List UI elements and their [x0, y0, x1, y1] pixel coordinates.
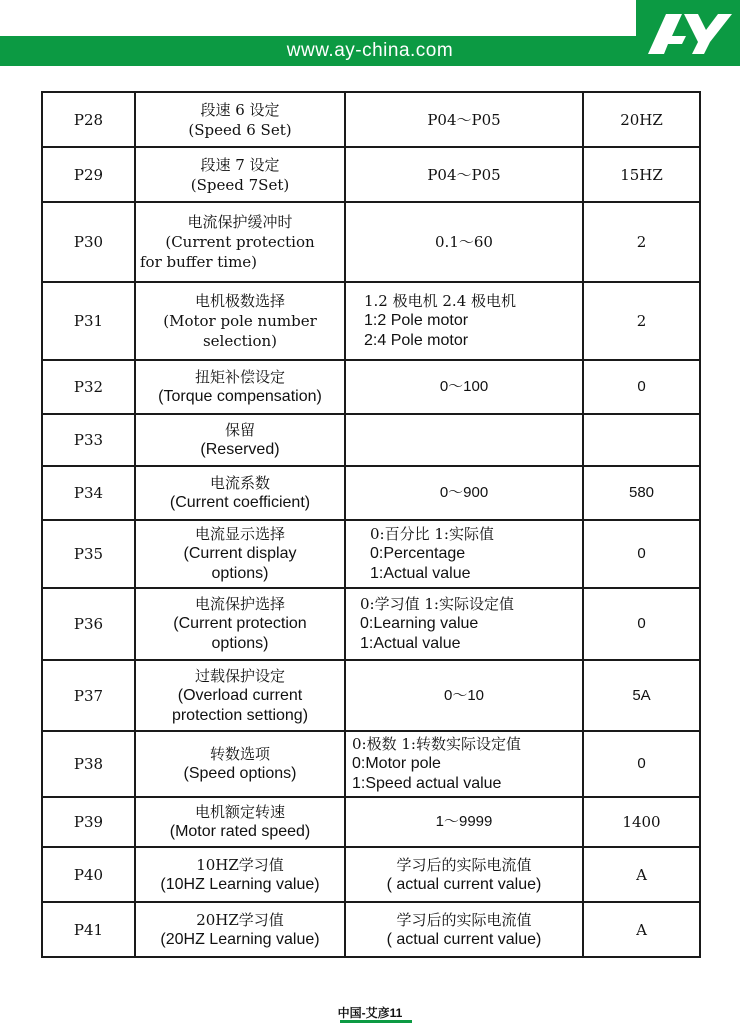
- param-name: 保留 (Reserved): [135, 414, 345, 466]
- param-name: 电流显示选择 (Current display options): [135, 520, 345, 588]
- param-code: P29: [42, 147, 135, 202]
- param-code: P38: [42, 731, 135, 797]
- param-name: 电机极数选择 (Motor pole number selection): [135, 282, 345, 360]
- param-code: P39: [42, 797, 135, 847]
- table-row: [42, 282, 700, 360]
- param-code: P41: [42, 902, 135, 957]
- param-code: P40: [42, 847, 135, 902]
- param-default: 580: [583, 466, 700, 520]
- param-name: 10HZ学习值 (10HZ Learning value): [135, 847, 345, 902]
- param-range: 0:极数 1:转数实际设定值 0:Motor pole 1:Speed actual value: [345, 731, 583, 797]
- param-range: P04～P05: [345, 147, 583, 202]
- param-code: P28: [42, 92, 135, 147]
- param-range: 0～100: [345, 360, 583, 414]
- param-default: 0: [583, 360, 700, 414]
- table-row: [42, 902, 700, 957]
- param-code: P31: [42, 282, 135, 360]
- param-range: 1.2 极电机 2.4 极电机 1:2 Pole motor 2:4 Pole motor: [345, 282, 583, 360]
- param-default: 20HZ: [583, 92, 700, 147]
- param-default: 2: [583, 282, 700, 360]
- param-code: P33: [42, 414, 135, 466]
- param-default: [583, 414, 700, 466]
- param-code: P36: [42, 588, 135, 660]
- param-range: 0:百分比 1:实际值 0:Percentage 1:Actual value: [345, 520, 583, 588]
- table-row: [42, 731, 700, 797]
- param-name: 电机额定转速 (Motor rated speed): [135, 797, 345, 847]
- param-default: 1400: [583, 797, 700, 847]
- table-row: [42, 797, 700, 847]
- param-range: 0:学习值 1:实际设定值 0:Learning value 1:Actual value: [345, 588, 583, 660]
- table-row: [42, 660, 700, 731]
- param-default: 15HZ: [583, 147, 700, 202]
- param-range: 0～10: [345, 660, 583, 731]
- param-range: 学习后的实际电流值 ( actual current value): [345, 902, 583, 957]
- parameter-table: [41, 91, 701, 958]
- param-name: 20HZ学习值 (20HZ Learning value): [135, 902, 345, 957]
- param-name: 段速 6 设定 (Speed 6 Set): [135, 92, 345, 147]
- table-row: [42, 520, 700, 588]
- param-name: 电流保护选择 (Current protection options): [135, 588, 345, 660]
- param-default: A: [583, 902, 700, 957]
- page-footer: 中国-艾彦11: [337, 1006, 403, 1020]
- param-code: P35: [42, 520, 135, 588]
- param-code: P30: [42, 202, 135, 282]
- param-range: P04～P05: [345, 92, 583, 147]
- table-row: [42, 92, 700, 147]
- param-default: A: [583, 847, 700, 902]
- header-band: [0, 36, 740, 66]
- param-range: 0～900: [345, 466, 583, 520]
- website-url: www.ay-china.com: [286, 40, 454, 61]
- table-row: [42, 466, 700, 520]
- table-row: [42, 360, 700, 414]
- param-name: 过载保护设定 (Overload current protection settiong): [135, 660, 345, 731]
- footer-underline: [340, 1020, 412, 1023]
- param-default: 0: [583, 520, 700, 588]
- param-range: 0.1～60: [345, 202, 583, 282]
- ay-logo-icon: [642, 8, 734, 60]
- param-range: 学习后的实际电流值 ( actual current value): [345, 847, 583, 902]
- param-name: 电流保护缓冲时 (Current protection for buffer time): [135, 202, 345, 282]
- param-name: 转数选项 (Speed options): [135, 731, 345, 797]
- param-default: 0: [583, 731, 700, 797]
- brand-logo: [636, 0, 740, 66]
- table-row: [42, 202, 700, 282]
- param-range: [345, 414, 583, 466]
- param-default: 2: [583, 202, 700, 282]
- table-row: [42, 147, 700, 202]
- param-code: P37: [42, 660, 135, 731]
- param-default: 5A: [583, 660, 700, 731]
- param-range: 1～9999: [345, 797, 583, 847]
- table-row: [42, 588, 700, 660]
- table-row: [42, 414, 700, 466]
- param-name: 电流系数 (Current coefficient): [135, 466, 345, 520]
- param-name: 段速 7 设定 (Speed 7Set): [135, 147, 345, 202]
- param-code: P34: [42, 466, 135, 520]
- param-code: P32: [42, 360, 135, 414]
- param-default: 0: [583, 588, 700, 660]
- param-name: 扭矩补偿设定 (Torque compensation): [135, 360, 345, 414]
- table-row: [42, 847, 700, 902]
